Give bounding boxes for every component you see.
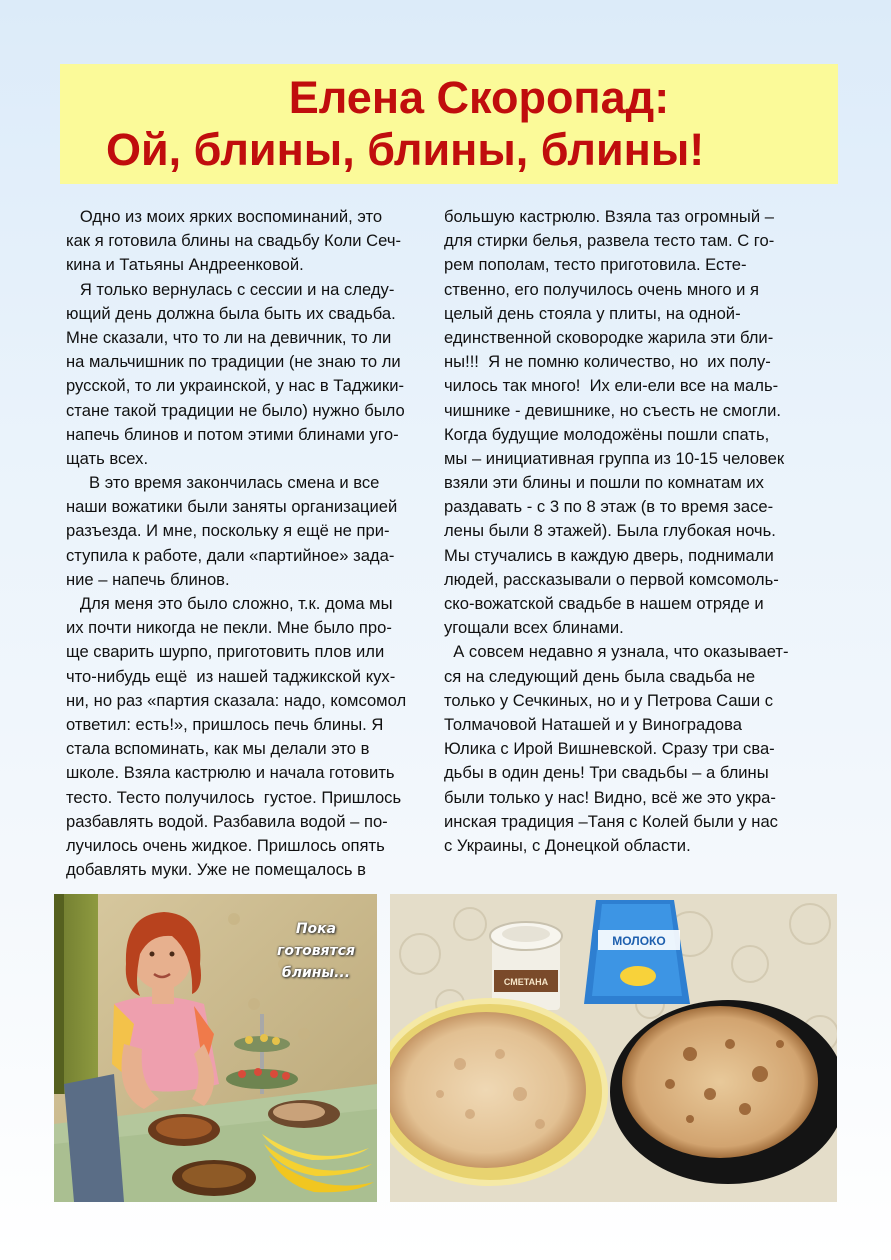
article-text-line: тесто. Тесто получилось густое. Пришлось (66, 787, 402, 807)
article-text-line: рем пополам, тесто приготовила. Есте- (444, 255, 747, 275)
article-text-line: русской, то ли украинской, у нас в Таджики- (66, 376, 404, 396)
article-text-line: угощали всех блинами. (444, 618, 624, 638)
article-text-line: Я только вернулась с сессии и на следу- (66, 279, 395, 299)
article-text-line: А совсем недавно я узнала, что оказывает- (444, 642, 789, 662)
article-text-line: щать всех. (66, 448, 149, 468)
article-text-line: В это время закончилась смена и все (66, 473, 380, 493)
photo-pancakes (390, 894, 837, 1202)
article-text-line: для стирки белья, развела тесто там. С го- (444, 231, 775, 251)
article-text-line: мы – инициативная группа из 10-15 человек (444, 448, 785, 468)
article-text-line: разъезда. И мне, поскольку я ещё не при- (66, 521, 390, 541)
article-text-line: чишнике - девишнике, но съесть не смогли. (444, 400, 781, 420)
article-text-line: Для меня это было сложно, т.к. дома мы (66, 594, 393, 613)
article-text-line: Когда будущие молодожёны пошли спать, (444, 424, 770, 444)
article-text-line: только у Сечкиных, но и у Петрова Саши с (444, 690, 774, 710)
article-text-line: чилось так много! Их ели-ели все на маль- (444, 376, 779, 396)
article-text-line: напечь блинов и потом этими блинами угo- (66, 424, 399, 444)
article-text-line: Мне сказали, что то ли на девичник, то ли (66, 327, 392, 347)
cream-label: СМЕТАНА (503, 977, 549, 987)
milk-label: МОЛОКО (612, 934, 666, 948)
article-text-line: были только у нас! Видно, всё же это укра- (444, 787, 776, 807)
article-text-line: единственной сковородке жарила эти бли- (444, 327, 774, 347)
article-text-line: Мы стучались в каждую дверь, поднимали (444, 545, 774, 565)
article-text-line: раздавать - с 3 по 8 этаж (в то время засе- (444, 497, 774, 517)
article-text-line: инская традиция –Таня с Колей были у нас (444, 811, 778, 831)
article-text-line: ответил: есть!», пришлось печь блины. Я (66, 714, 384, 734)
photo-caption: Пока готовятся блины... (277, 921, 355, 981)
article-text-line: ще сварить шурпо, приготовить плов или (66, 642, 385, 662)
article-text-line: стала вспоминать, как мы делали это в (66, 739, 370, 759)
pancakes-photo-illustration (390, 894, 837, 1202)
article-column-left (66, 205, 436, 882)
article-text-line: дьбы в один день! Три свадьбы – а блины (444, 763, 769, 783)
article-text-line: людей, рассказывали о первой комсомоль- (444, 569, 779, 589)
article-text-line: на мальчишник по традиции (не знаю то ли (66, 352, 401, 372)
article-column-right (444, 205, 819, 858)
article-text-line: их почти никогда не пекли. Мне было про- (66, 618, 392, 638)
article-text-line: Толмачовой Наташей и у Виноградова (444, 714, 742, 734)
photo-woman-at-table (54, 894, 377, 1202)
article-text-line: целый день стояла у плиты, на одной- (444, 303, 741, 323)
article-text-line: ско-вожатской свадьбе в нашем отряде и (444, 594, 764, 613)
article-text-line: ственно, его получилось очень много и я (444, 279, 760, 299)
article-text-line: добавлять муки. Уже не помещалось в (66, 860, 366, 880)
article-text-line: ны!!! Я не помню количество, но их полу- (444, 352, 771, 372)
article-text-line: ни, но раз «партия сказала: надо, комсомол (66, 690, 407, 710)
article-text-line: что-нибудь ещё из нашей таджикской кух- (66, 666, 396, 686)
article-text-line: ющий день должна была быть их свадьба. (66, 303, 396, 323)
article-headline: Ой, блины, блины, блины! (106, 124, 705, 175)
article-text-line: наши вожатики были заняты организацией (66, 497, 398, 517)
article-text-line: Юлика с Ирой Вишневской. Сразу три сва- (444, 739, 775, 759)
article-text-line: большую кастрюлю. Взяла таз огромный – (444, 207, 774, 226)
article-text-line: ся на следующий день была свадьба не (444, 666, 756, 686)
article-text-line: стане такой традиции не было) нужно было (66, 400, 405, 420)
article-text-line: ние – напечь блинов. (66, 569, 230, 589)
article-text-line: с Украины, с Донецкой области. (444, 835, 691, 855)
article-text-line: разбавлять водой. Разбавила водой – по- (66, 811, 388, 831)
article-text-line: лучилось очень жидкое. Пришлось опять (66, 835, 385, 855)
article-text-line: Одно из моих ярких воспоминаний, это (66, 207, 383, 226)
article-text-line: ступила к работе, дали «партийное» зада- (66, 545, 395, 565)
article-text-line: школе. Взяла кастрюлю и начала готовить (66, 763, 395, 783)
title-banner (60, 64, 838, 184)
article-text-line: взяли эти блины и пошли по комнатам их (444, 473, 764, 493)
article-text-line: кина и Татьяны Андреенковой. (66, 255, 304, 275)
article-text-line: как я готовила блины на свадьбу Коли Сеч- (66, 231, 401, 251)
article-text-line: лены были 8 этажей). Была глубокая ночь. (444, 521, 776, 541)
article-author-title: Елена Скоропад: (288, 72, 670, 123)
